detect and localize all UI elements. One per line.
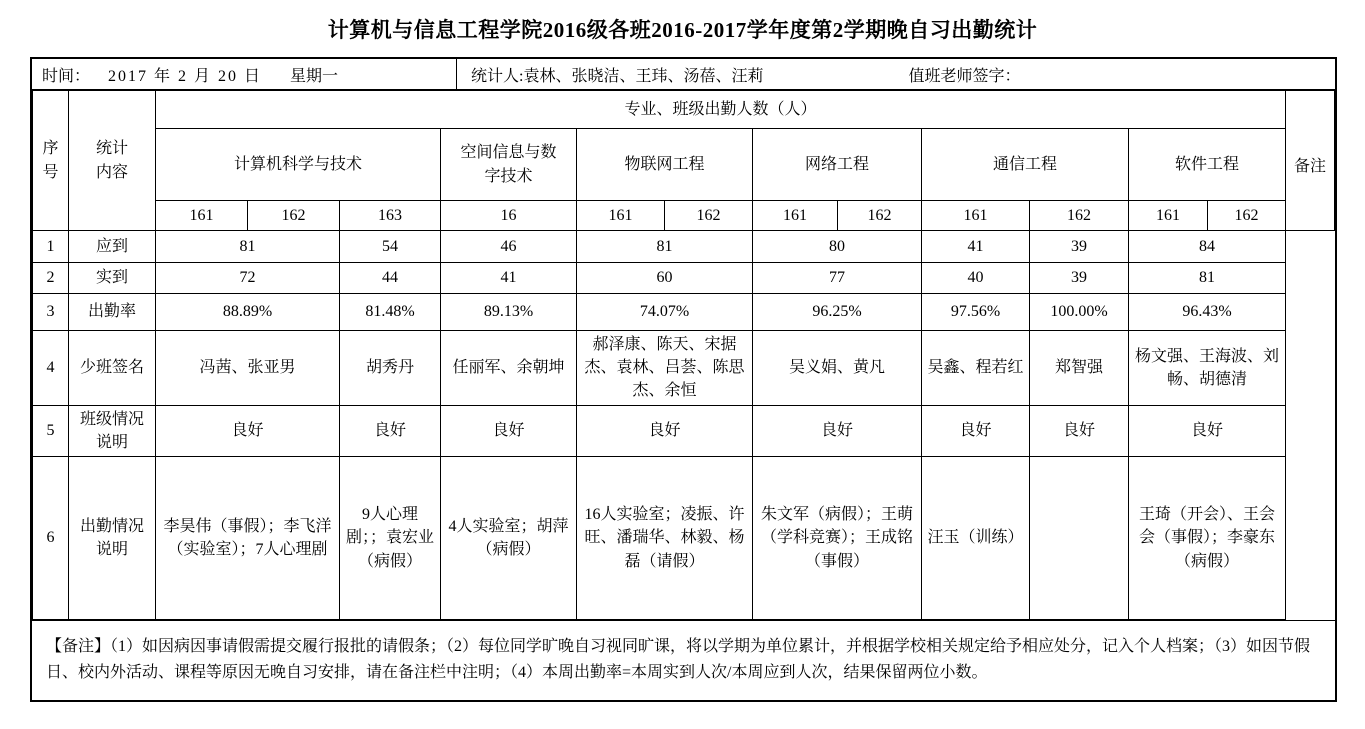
class-header: 161 — [753, 201, 838, 231]
data-cell: 89.13% — [441, 294, 577, 331]
row-label: 实到 — [69, 263, 156, 294]
group-title-cell: 专业、班级出勤人数（人） — [156, 91, 1286, 129]
data-cell: 46 — [441, 231, 577, 263]
statisticians: 统计人:袁林、张晓洁、王玮、汤蓓、汪莉 — [471, 67, 764, 85]
staff-section — [457, 63, 1335, 86]
date-value: 2017 年 2 月 20 日 — [108, 67, 263, 85]
class-header: 161 — [156, 201, 248, 231]
data-cell: 84 — [1129, 231, 1286, 263]
data-cell: 81.48% — [340, 294, 441, 331]
data-cell: 77 — [753, 263, 922, 294]
data-cell: 96.43% — [1129, 294, 1286, 331]
major-header-telecom: 通信工程 — [922, 129, 1129, 201]
data-cell: 吴义娟、黄凡 — [753, 331, 922, 406]
data-cell: 汪玉（训练） — [922, 456, 1030, 619]
data-cell: 41 — [441, 263, 577, 294]
table-row-actual — [33, 263, 1335, 294]
class-header: 162 — [1208, 201, 1286, 231]
data-cell: 81 — [1129, 263, 1286, 294]
class-header: 163 — [340, 201, 441, 231]
row-label: 少班签名 — [69, 331, 156, 406]
data-cell: 良好 — [922, 405, 1030, 456]
data-cell: 王琦（开会）、王会会（事假）；李豪东（病假） — [1129, 456, 1286, 619]
data-cell: 81 — [156, 231, 340, 263]
class-header: 162 — [248, 201, 340, 231]
data-cell: 胡秀丹 — [340, 331, 441, 406]
class-header: 162 — [665, 201, 753, 231]
attendance-table-document — [30, 57, 1337, 702]
major-header-spatial-text: 空间信息与数字技术 — [460, 144, 557, 185]
data-cell: 郑智强 — [1030, 331, 1129, 406]
data-cell: 4人实验室；胡萍（病假） — [441, 456, 577, 619]
row-label: 应到 — [69, 231, 156, 263]
class-header: 161 — [1129, 201, 1208, 231]
data-cell: 60 — [577, 263, 753, 294]
serial-cell: 1 — [33, 231, 69, 263]
data-cell: 39 — [1030, 263, 1129, 294]
data-cell: 良好 — [441, 405, 577, 456]
data-cell: 16人实验室；凌振、许旺、潘瑞华、林毅、杨磊（请假） — [577, 456, 753, 619]
data-cell: 74.07% — [577, 294, 753, 331]
data-cell: 81 — [577, 231, 753, 263]
table-row-class-status — [33, 405, 1335, 456]
class-header: 162 — [1030, 201, 1129, 231]
data-cell: 41 — [922, 231, 1030, 263]
data-cell: 冯茜、张亚男 — [156, 331, 340, 406]
data-cell — [1030, 456, 1129, 619]
data-cell: 良好 — [577, 405, 753, 456]
data-cell: 良好 — [156, 405, 340, 456]
remark-col-header: 备注 — [1286, 91, 1335, 231]
time-label: 时间： — [42, 67, 91, 85]
data-cell: 80 — [753, 231, 922, 263]
data-cell: 97.56% — [922, 294, 1030, 331]
class-header: 161 — [922, 201, 1030, 231]
serial-cell: 2 — [33, 263, 69, 294]
data-cell: 杨文强、王海波、刘畅、胡德清 — [1129, 331, 1286, 406]
major-header-iot: 物联网工程 — [577, 129, 753, 201]
class-header: 16 — [441, 201, 577, 231]
data-cell: 良好 — [1030, 405, 1129, 456]
header-row-majors — [33, 129, 1335, 201]
header-row-classes — [33, 201, 1335, 231]
table-row-attendance-notes — [33, 456, 1335, 619]
data-cell: 良好 — [1129, 405, 1286, 456]
major-header-software: 软件工程 — [1129, 129, 1286, 201]
data-cell: 88.89% — [156, 294, 340, 331]
major-header-spatial — [441, 129, 577, 201]
data-cell: 96.25% — [753, 294, 922, 331]
row-label: 出勤情况说明 — [69, 456, 156, 619]
data-cell: 44 — [340, 263, 441, 294]
data-cell: 郝泽康、陈天、宋据杰、袁林、吕荟、陈思杰、余恒 — [577, 331, 753, 406]
header-row-group — [33, 91, 1335, 129]
serial-cell: 3 — [33, 294, 69, 331]
content-col-header — [69, 91, 156, 231]
data-cell: 吴鑫、程若红 — [922, 331, 1030, 406]
serial-cell: 5 — [33, 405, 69, 456]
data-cell: 任丽军、余朝坤 — [441, 331, 577, 406]
content-col-header-text: 统计内容 — [95, 140, 128, 181]
info-row — [32, 59, 1335, 90]
major-header-cs: 计算机科学与技术 — [156, 129, 441, 201]
row-label: 出勤率 — [69, 294, 156, 331]
time-section — [32, 59, 457, 89]
serial-cell: 6 — [33, 456, 69, 619]
table-row-absent-signatures — [33, 331, 1335, 406]
major-header-network: 网络工程 — [753, 129, 922, 201]
data-cell: 李昊伟（事假）；李飞洋（实验室）；7人心理剧 — [156, 456, 340, 619]
teacher-signature-label: 值班老师签字： — [908, 67, 1021, 85]
remarks-note: 【备注】（1）如因病因事请假需提交履行报批的请假条；（2）每位同学旷晚自习视同旷课，将以学期为单位累计，并根据学校相关规定给予相应处分，记入个人档案；（3）如因节假日、校内外活动、课程等原因无晚自习安排，请在备注栏中注明；（4）本周出勤率=本周实到人次/本周应到人次，结果保留两位小数。 — [32, 620, 1335, 700]
weekday-value: 星期一 — [290, 67, 339, 85]
row-label: 班级情况说明 — [69, 405, 156, 456]
data-cell: 9人心理剧；；袁宏业（病假） — [340, 456, 441, 619]
page-title: 计算机与信息工程学院2016级各班2016-2017学年度第2学期晚自习出勤统计 — [327, 18, 1038, 42]
data-cell: 良好 — [340, 405, 441, 456]
data-cell: 100.00% — [1030, 294, 1129, 331]
table-row-expected — [33, 231, 1335, 263]
data-cell: 40 — [922, 263, 1030, 294]
table-row-rate — [33, 294, 1335, 331]
attendance-table — [32, 90, 1335, 620]
data-cell: 72 — [156, 263, 340, 294]
serial-cell: 4 — [33, 331, 69, 406]
data-cell: 朱文军（病假）；王萌（学科竞赛）；王成铭（事假） — [753, 456, 922, 619]
data-cell: 54 — [340, 231, 441, 263]
class-header: 161 — [577, 201, 665, 231]
serial-col-header: 序号 — [33, 91, 69, 231]
data-cell: 良好 — [753, 405, 922, 456]
data-cell: 39 — [1030, 231, 1129, 263]
class-header: 162 — [838, 201, 922, 231]
